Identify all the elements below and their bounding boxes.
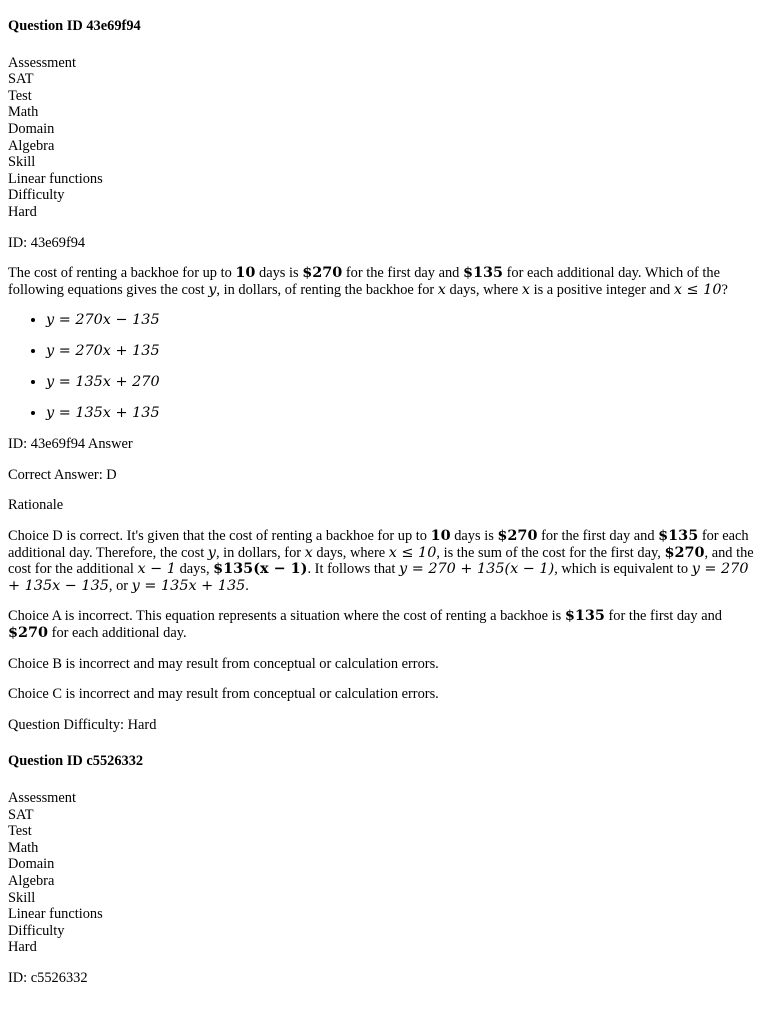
rationale-choice-d (8, 528, 760, 594)
answer-choices (8, 312, 760, 422)
stem-text: for each additional day. Which of the following equations gives the cost (8, 265, 720, 298)
rationale-text: days is (450, 528, 498, 545)
math-expression: $135 (564, 607, 605, 625)
answer-choice (46, 343, 760, 360)
stem-text: days, where (445, 281, 522, 298)
rationale-text: . (245, 577, 249, 594)
meta-label: Difficulty (8, 187, 65, 204)
rationale-text: . It follows that (307, 561, 400, 578)
answer-choice (46, 312, 760, 329)
rationale-label: Rationale (8, 497, 64, 514)
meta-value: Hard (8, 203, 37, 220)
math-expression: y = 135x + 135 (46, 405, 160, 422)
math-expression: y (207, 544, 216, 561)
question-id-line: ID: 43e69f94 (8, 234, 86, 251)
question-block (8, 753, 760, 986)
math-expression: x − 1 (137, 561, 176, 578)
math-expression: y = 270 + 135x − 135 (8, 561, 749, 594)
math-expression: $270 (302, 264, 343, 282)
meta-value: Hard (8, 939, 37, 956)
question-heading: Question ID 43e69f94 (8, 18, 141, 34)
meta-value: Algebra (8, 872, 55, 889)
meta-label: Domain (8, 856, 55, 873)
rationale-text: , and the cost for the additional (8, 544, 754, 578)
math-expression: y (208, 281, 217, 298)
rationale-text: Choice D is correct. It's given that the cost of renting a backhoe for up to (8, 528, 431, 545)
meta-label: Skill (8, 889, 36, 906)
meta-value: SAT (8, 71, 34, 88)
rationale-text: Choice A is incorrect. This equation represents a situation where the cost of renting a backhoe is (8, 608, 565, 625)
meta-value: Algebra (8, 137, 55, 154)
math-expression: 10 (430, 527, 451, 545)
question-id-line: ID: c5526332 (8, 969, 88, 986)
rationale-text: for the first day and (604, 608, 722, 625)
meta-label: Skill (8, 154, 36, 171)
answer-choice (46, 374, 760, 391)
meta-value: Math (8, 104, 39, 121)
math-expression: $270 (664, 543, 705, 561)
rationale-text: days, where (312, 544, 389, 561)
math-expression: $270 (8, 624, 49, 641)
math-expression: x (521, 281, 530, 298)
rationale-text: for each additional day. (48, 625, 187, 641)
rationale-text: , or (108, 577, 132, 594)
question-block (8, 18, 760, 733)
math-expression: y = 270x − 135 (46, 312, 160, 329)
meta-label: Domain (8, 120, 55, 137)
stem-text: The cost of renting a backhoe for up to (8, 265, 236, 282)
question-metadata (8, 790, 760, 956)
meta-value: Math (8, 839, 39, 856)
stem-text: for the first day and (342, 265, 463, 282)
math-expression: x ≤ 10 (673, 281, 722, 298)
rationale-text: , which is equivalent to (554, 561, 692, 578)
meta-label: Assessment (8, 54, 76, 71)
math-expression: $270 (497, 527, 538, 545)
meta-value: SAT (8, 806, 34, 823)
rationale-choice-c: Choice C is incorrect and may result from conceptual or calculation errors. (8, 686, 439, 703)
math-expression: $135 (658, 527, 699, 545)
question-difficulty: Question Difficulty: Hard (8, 716, 157, 733)
rationale-choice-b: Choice B is incorrect and may result from conceptual or calculation errors. (8, 655, 439, 672)
rationale-text: days, (175, 561, 214, 578)
rationale-text: for the first day and (537, 528, 659, 545)
meta-label: Test (8, 823, 32, 840)
math-expression: x (437, 281, 446, 298)
question-metadata (8, 55, 760, 221)
math-expression: x (304, 544, 313, 561)
meta-value: Linear functions (8, 906, 103, 923)
question-heading: Question ID c5526332 (8, 753, 144, 770)
math-expression: 10 (235, 264, 256, 282)
meta-label: Test (8, 87, 32, 104)
rationale-text: , in dollars, for (215, 544, 305, 561)
answer-id-line: ID: 43e69f94 Answer (8, 436, 133, 453)
math-expression: y = 135x + 270 (46, 374, 160, 391)
math-expression: $135(x − 1) (213, 560, 308, 578)
correct-answer: Correct Answer: D (8, 466, 117, 483)
math-expression: y = 270x + 135 (46, 343, 160, 360)
meta-label: Assessment (8, 789, 76, 806)
rationale-text: for each additional day. Therefore, the cost (8, 528, 749, 561)
stem-text: , in dollars, of renting the backhoe for (216, 281, 438, 298)
stem-text: days is (255, 265, 303, 282)
answer-choice (46, 405, 760, 422)
math-expression: $135 (462, 264, 504, 282)
rationale-text: , is the sum of the cost for the first day, (436, 544, 665, 561)
question-stem (8, 265, 760, 298)
meta-label: Difficulty (8, 922, 65, 939)
math-expression: y = 270 + 135(x − 1) (399, 561, 555, 578)
stem-text: ? (721, 281, 728, 298)
meta-value: Linear functions (8, 170, 103, 187)
math-expression: x ≤ 10 (388, 544, 437, 561)
rationale-choice-a (8, 608, 760, 641)
stem-text: is a positive integer and (529, 281, 674, 298)
math-expression: y = 135x + 135 (131, 577, 246, 594)
